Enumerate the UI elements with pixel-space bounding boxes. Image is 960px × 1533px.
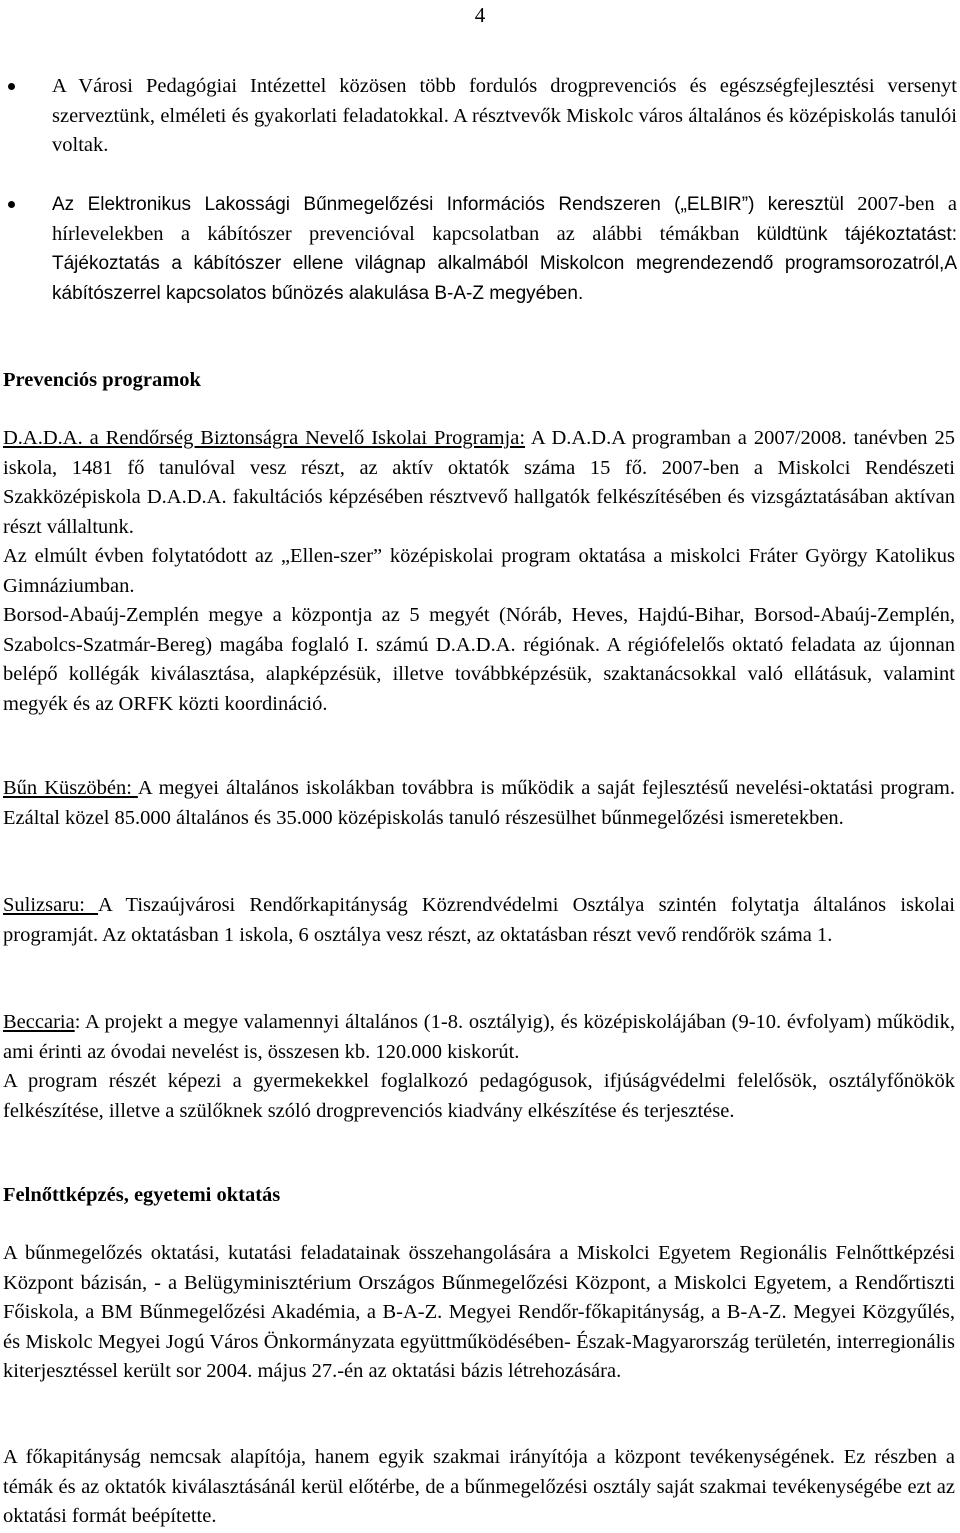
- bullet-dot: [8, 83, 15, 90]
- sulizsaru-paragraph: [3, 891, 955, 950]
- region-paragraph: Borsod-Abaúj-Zemplén megye a központja az 5 megyét (Nóráb, Heves, Hajdú-Bihar, Borsod-Abaúj-Zemplén, Szabolcs-Szatmár-Bereg) magába foglaló I. számú D.A.D.A. régiónak. A régiófelelős oktató feladata az újonnan belépő kollégák kiválasztása, alapképzésük, illetve továbbképzésük, szaktanácsokkal való ellátásuk, valamint megyék és az ORFK közti koordináció.: [3, 604, 955, 715]
- beccaria-text: : A projekt a megye valamennyi általános (1-8. osztályig), és középiskolájában (9-10. évfolyam) működik, ami érinti az óvodai nevelést is, összesen kb. 120.000 kiskorút.: [3, 1011, 955, 1063]
- program-paragraph: A program részét képezi a gyermekekkel foglalkozó pedagógusok, ifjúságvédelmi felelősök, osztályfőnökök felkészítése, illetve a szülőknek szóló drogprevenciós kiadvány elkészítése és terjesztése.: [3, 1070, 955, 1122]
- dada-text: A D.A.D.A programban a 2007/2008. tanévben 25 iskola, 1481 fő tanulóval vesz részt, az aktív oktatók száma 15 fő. 2007-ben a Miskolci Rendészeti Szakközépiskola D.A.D.A. fakultációs képzésében résztvevő hallgatók felkészítésében és vizsgáztatásában aktívan részt vállaltunk.: [3, 427, 955, 538]
- bullet-item-2-part-c: küldtünk tájékoztatást: Tájékoztatás a kábítószer ellene világnap alkalmából Miskolcon megrendezendő programsorozatról,A kábítószerrel kapcsolatos bűnözés alakulása B-A-Z megyében.: [52, 223, 957, 304]
- dada-label: D.A.D.A. a Rendőrség Biztonságra Nevelő Iskolai Programja:: [3, 427, 526, 449]
- beccaria-paragraph: [3, 1008, 955, 1067]
- beccaria-label: Beccaria: [3, 1011, 75, 1033]
- bullet-item-2-part-a: Az Elektronikus Lakossági Bűnmegelőzési Információs Rendszeren („ELBIR”) keresztül: [52, 194, 858, 215]
- bun-kuszoben-text: A megyei általános iskolákban továbbra is működik a saját fejlesztésű nevelési-oktatási program. Ezáltal közel 85.000 általános és 35.000 középiskolás tanuló részesülhet bűnmegelőzési ismeretekben.: [3, 777, 955, 829]
- bullet-item-2-part-b: 2007-ben a hírlevelekben a kábítószer prevencióval kapcsolatban az alábbi témákban: [52, 193, 957, 245]
- ellenszer-paragraph: Az elmúlt évben folytatódott az „Ellen-szer” középiskolai program oktatása a miskolci Fráter György Katolikus Gimnáziumban.: [3, 545, 955, 597]
- felnottkepzes-paragraph-1: A bűnmegelőzés oktatási, kutatási feladatainak összehangolására a Miskolci Egyetem Regionális Felnőttképzési Központ bázisán, - a Belügyminisztérium Országos Bűnmegelőzési Központ, a Miskolci Egyetem, a Rendőrtiszti Főiskola, a BM Bűnmegelőzési Akadémia, a B-A-Z. Megyei Rendőr-főkapitányság, a B-A-Z. Megyei Közgyűlés, és Miskolc Megyei Jogú Város Önkormányzata együttműködésében- Észak-Magyarország területén, interregionális kiterjesztéssel került sor 2004. május 27.-én az oktatási bázis létrehozására.: [3, 1242, 955, 1383]
- bun-kuszoben-paragraph: [3, 774, 955, 833]
- sulizsaru-text: A Tiszaújvárosi Rendőrkapitányság Közrendvédelmi Osztálya szintén folytatja általános iskolai programját. Az oktatásban 1 iskola, 6 osztálya vesz részt, az oktatásban részt vevő rendőrök száma 1.: [3, 894, 956, 946]
- sulizsaru-label: Sulizsaru:: [3, 894, 99, 916]
- page-number: 4: [474, 3, 486, 27]
- section-heading-felnottkepzes: Felnőttképzés, egyetemi oktatás: [3, 1184, 281, 1206]
- section-heading-prevencio: Prevenciós programok: [3, 369, 201, 391]
- bullet-item-1: A Városi Pedagógiai Intézettel közösen több fordulós drogprevenciós és egészségfejlesztési versenyt szerveztünk, elméleti és gyakorlati feladatokkal. A résztvevők Miskolc város általános és középiskolás tanulói voltak.: [52, 75, 957, 157]
- felnottkepzes-paragraph-2: A főkapitányság nemcsak alapítója, hanem egyik szakmai irányítója a központ tevékenységének. Ez részben a témák és az oktatók kiválasztásánál kerül előtérbe, de a bűnmegelőzési osztály saját szakmai tevékenységébe ezt az oktatási formát beépítette.: [3, 1446, 955, 1528]
- bullet-item-2: [52, 190, 957, 308]
- bun-kuszoben-label: Bűn Küszöbén:: [3, 777, 138, 799]
- dada-paragraph: [3, 424, 955, 542]
- bullet-dot: [8, 201, 15, 208]
